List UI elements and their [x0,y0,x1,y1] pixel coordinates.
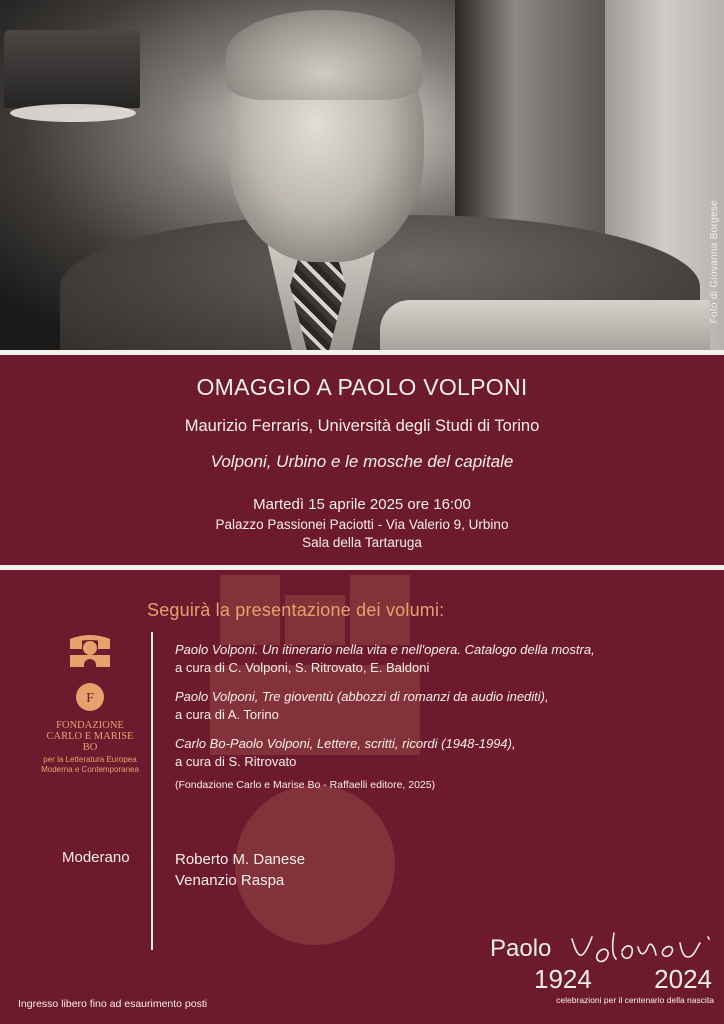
event-room: Sala della Tartaruga [302,535,422,550]
book-title: Carlo Bo-Paolo Volponi, Lettere, scritti, ricordi (1948-1994), [175,736,516,751]
speaker: Maurizio Ferraris, Università degli Studi di Torino [184,417,540,435]
book-curators: a cura di S. Ritrovato [175,754,297,769]
moderators-list [175,849,305,891]
book-curators: a cura di C. Volponi, S. Ritrovato, E. Baldoni [175,660,430,675]
centenary-logo [490,935,714,1005]
moderator-name: Roberto M. Danese [175,851,306,868]
divider-middle [0,565,724,570]
foundation-logo-icon [68,635,112,713]
book-title: Paolo Volponi. Un itinerario nella vita e nell'opera. Catalogo della mostra, [175,642,595,657]
publisher-note: (Fondazione Carlo e Marise Bo - Raffaelli editore, 2025) [175,779,436,791]
event-date: Martedì 15 aprile 2025 ore 16:00 [253,496,471,513]
event-title: OMAGGIO A PAOLO VOLPONI [196,374,528,400]
lamp-shade [4,30,140,108]
book-item [175,735,720,771]
moderators-label: Moderano [62,849,130,866]
volponi-signature [568,929,718,969]
divider-top [0,350,724,355]
moderator-name: Venanzio Raspa [175,872,285,889]
entry-note: Ingresso libero fino ad esaurimento posti [18,998,208,1010]
centenary-subtitle: celebrazioni per il centenario della nascita [556,995,714,1005]
book-list [175,641,720,782]
book-item [175,641,720,677]
foundation-name: FONDAZIONE CARLO E MARISE BO [46,720,134,753]
centenary-year-end: 2024 [654,964,712,994]
centenary-year-start: 1924 [534,964,592,994]
talk-title: Volponi, Urbino e le mosche del capitale [210,452,514,471]
photo-credit: Foto di Giovanna Borgese [709,200,720,324]
event-venue: Palazzo Passionei Paciotti - Via Valerio 9, Urbino [215,517,509,532]
book-item [175,688,720,724]
vertical-rule [151,632,153,950]
presentation-heading: Seguirà la presentazione dei volumi: [147,600,445,620]
foundation-logo [40,635,140,775]
centenary-name: Paolo [490,935,552,962]
foundation-subtitle: per la Letteratura Europea Moderna e Contemporanea [41,755,139,774]
book-title: Paolo Volponi, Tre gioventù (abbozzi di romanzi da audio inediti), [175,689,549,704]
portrait-photo [0,0,724,350]
book-curators: a cura di A. Torino [175,707,279,722]
logo-monogram: F [86,691,94,706]
